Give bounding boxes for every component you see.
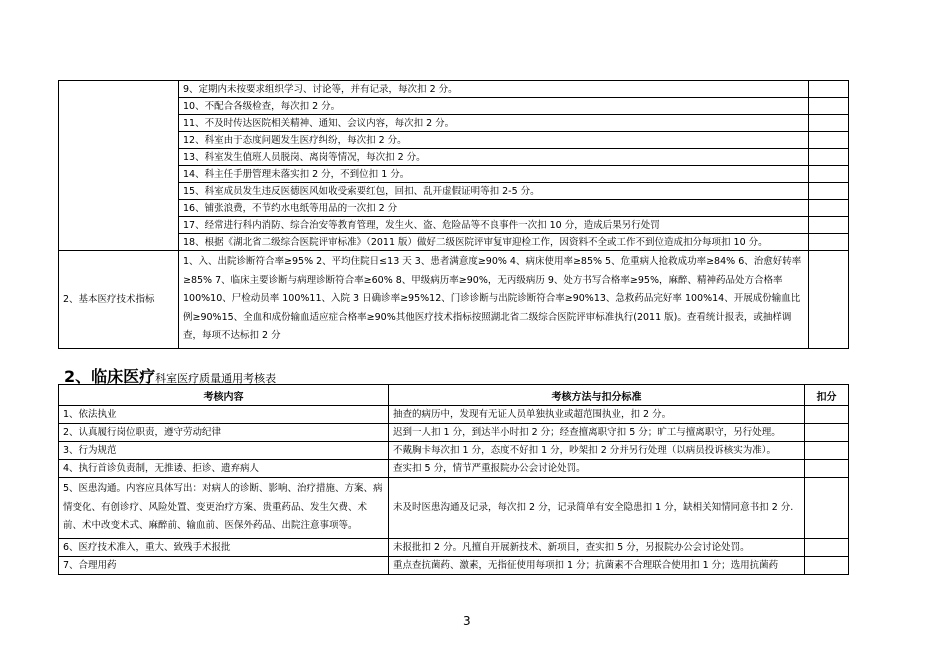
table-cell: 5、医患沟通。内容应具体写出：对病人的诊断、影响、治疗措施、方案、病情变化、有创诊疗、风险处置、变更治疗方案、贵重药品、发生欠费、术前、术中改变术式、麻醉前、输血前、医保外药品、出院注意事项等。 <box>59 478 389 539</box>
page-number: 3 <box>463 614 471 628</box>
score-cell <box>809 200 849 217</box>
section-heading-subtitle: 科室医疗质量通用考核表 <box>155 372 277 385</box>
table-row <box>59 478 849 539</box>
table-row <box>59 81 849 98</box>
score-cell <box>809 166 849 183</box>
table-cell: 抽查的病历中，发现有无证人员单独执业或超范围执业，扣 2 分。 <box>389 406 805 424</box>
table-cell: 1、依法执业 <box>59 406 389 424</box>
assessment-table <box>58 384 849 575</box>
score-cell <box>805 424 849 442</box>
score-cell <box>805 556 849 574</box>
score-cell <box>809 183 849 200</box>
table-cell: 18、根据《湖北省二级综合医院评审标准》（2011 版）做好二级医院评审复审迎检工作，因资料不全或工作不到位造成扣分每项扣 10 分。 <box>179 234 809 251</box>
score-cell <box>809 115 849 132</box>
table-cell: 9、定期内未按要求组织学习、讨论等，并有记录，每次扣 2 分。 <box>179 81 809 98</box>
column-header: 考核内容 <box>59 385 389 406</box>
score-cell <box>805 442 849 460</box>
table-cell <box>59 81 179 251</box>
table-cell: 不戴胸卡每次扣 1 分，态度不好扣 1 分，吵架扣 2 分并另行处理（以病员投诉核实为准）。 <box>389 442 805 460</box>
table-row <box>59 460 849 478</box>
score-cell <box>809 217 849 234</box>
table-cell: 查实扣 5 分，情节严重报院办公会讨论处罚。 <box>389 460 805 478</box>
category-cell: 2、基本医疗技术指标 <box>59 251 179 349</box>
score-cell <box>809 132 849 149</box>
table-row <box>59 556 849 574</box>
table-row <box>59 251 849 349</box>
score-cell <box>809 234 849 251</box>
table-cell: 10、不配合各级检查，每次扣 2 分。 <box>179 98 809 115</box>
table-row <box>59 406 849 424</box>
table-cell: 2、认真履行岗位职责，遵守劳动纪律 <box>59 424 389 442</box>
table-cell: 未报批扣 2 分。凡擅自开展新技术、新项目，查实扣 5 分，另报院办公会讨论处罚。 <box>389 538 805 556</box>
table-cell: 迟到一人扣 1 分，到达半小时扣 2 分；经查擅离职守扣 5 分；旷工与擅离职守，另行处理。 <box>389 424 805 442</box>
table-cell: 3、行为规范 <box>59 442 389 460</box>
column-header: 考核方法与扣分标准 <box>389 385 805 406</box>
table-cell: 未及时医患沟通及记录，每次扣 2 分，记录简单有安全隐患扣 1 分，缺相关知情同意书扣 2 分. <box>389 478 805 539</box>
score-cell <box>809 149 849 166</box>
table-cell: 6、医疗技术准入，重大、致残手术报批 <box>59 538 389 556</box>
score-cell <box>805 406 849 424</box>
table-row <box>59 424 849 442</box>
table-row <box>59 442 849 460</box>
table-header-row <box>59 385 849 406</box>
table-cell: 16、铺张浪费，不节约水电纸等用品的一次扣 2 分 <box>179 200 809 217</box>
score-cell <box>809 98 849 115</box>
table-cell: 14、科主任手册管理未落实扣 2 分，不到位扣 1 分。 <box>179 166 809 183</box>
score-cell <box>809 251 849 349</box>
score-cell <box>805 538 849 556</box>
score-cell <box>805 460 849 478</box>
table-cell: 7、合理用药 <box>59 556 389 574</box>
table-cell: 15、科室成员发生违反医德医风如收受索要红包，回扣、乱开虚假证明等扣 2-5 分。 <box>179 183 809 200</box>
column-header: 扣分 <box>805 385 849 406</box>
table-row <box>59 538 849 556</box>
score-cell <box>809 81 849 98</box>
table-cell: 1、入、出院诊断符合率≥95% 2、平均住院日≤13 天 3、患者满意度≥90% 4、病床使用率≥85% 5、危重病人抢救成功率≥84% 6、治愈好转率≥85% 7、临床主要诊断与病理诊断符合率≥60% 8、甲级病历率≥90%，无丙级病历 9、处方书写合格率≥95%，麻醉、精神药品处方合格率100%10、尸检动员率 100%11、入院 3 日确诊率≥95%12、门诊诊断与出院诊断符合率≥90%13、急救药品完好率 100%14、开展成份输血比例≥90%15、全血和成份输血适应症合格率≥90%其他医疗技术指标按照湖北省二级综合医院评审标准执行(2011 版)。查看统计报表，或抽样调查，每项不达标扣 2 分 <box>179 251 809 349</box>
table-cell: 重点查抗菌药、激素，无指征使用每项扣 1 分；抗菌素不合理联合使用扣 1 分；选用抗菌药 <box>389 556 805 574</box>
table-cell: 11、不及时传达医院相关精神、通知、会议内容，每次扣 2 分。 <box>179 115 809 132</box>
table-cell: 13、科室发生值班人员脱岗、离岗等情况，每次扣 2 分。 <box>179 149 809 166</box>
table-cell: 17、经常进行科内消防、综合治安等教育管理，发生火、盗、危险品等不良事件一次扣 10 分，造成后果另行处罚 <box>179 217 809 234</box>
table-cell: 12、科室由于态度问题发生医疗纠纷，每次扣 2 分。 <box>179 132 809 149</box>
top-table <box>58 80 849 349</box>
section-heading-title: 2、临床医疗 <box>64 367 156 386</box>
table-cell: 4、执行首诊负责制，无推诿、拒诊、遗弃病人 <box>59 460 389 478</box>
score-cell <box>805 478 849 539</box>
